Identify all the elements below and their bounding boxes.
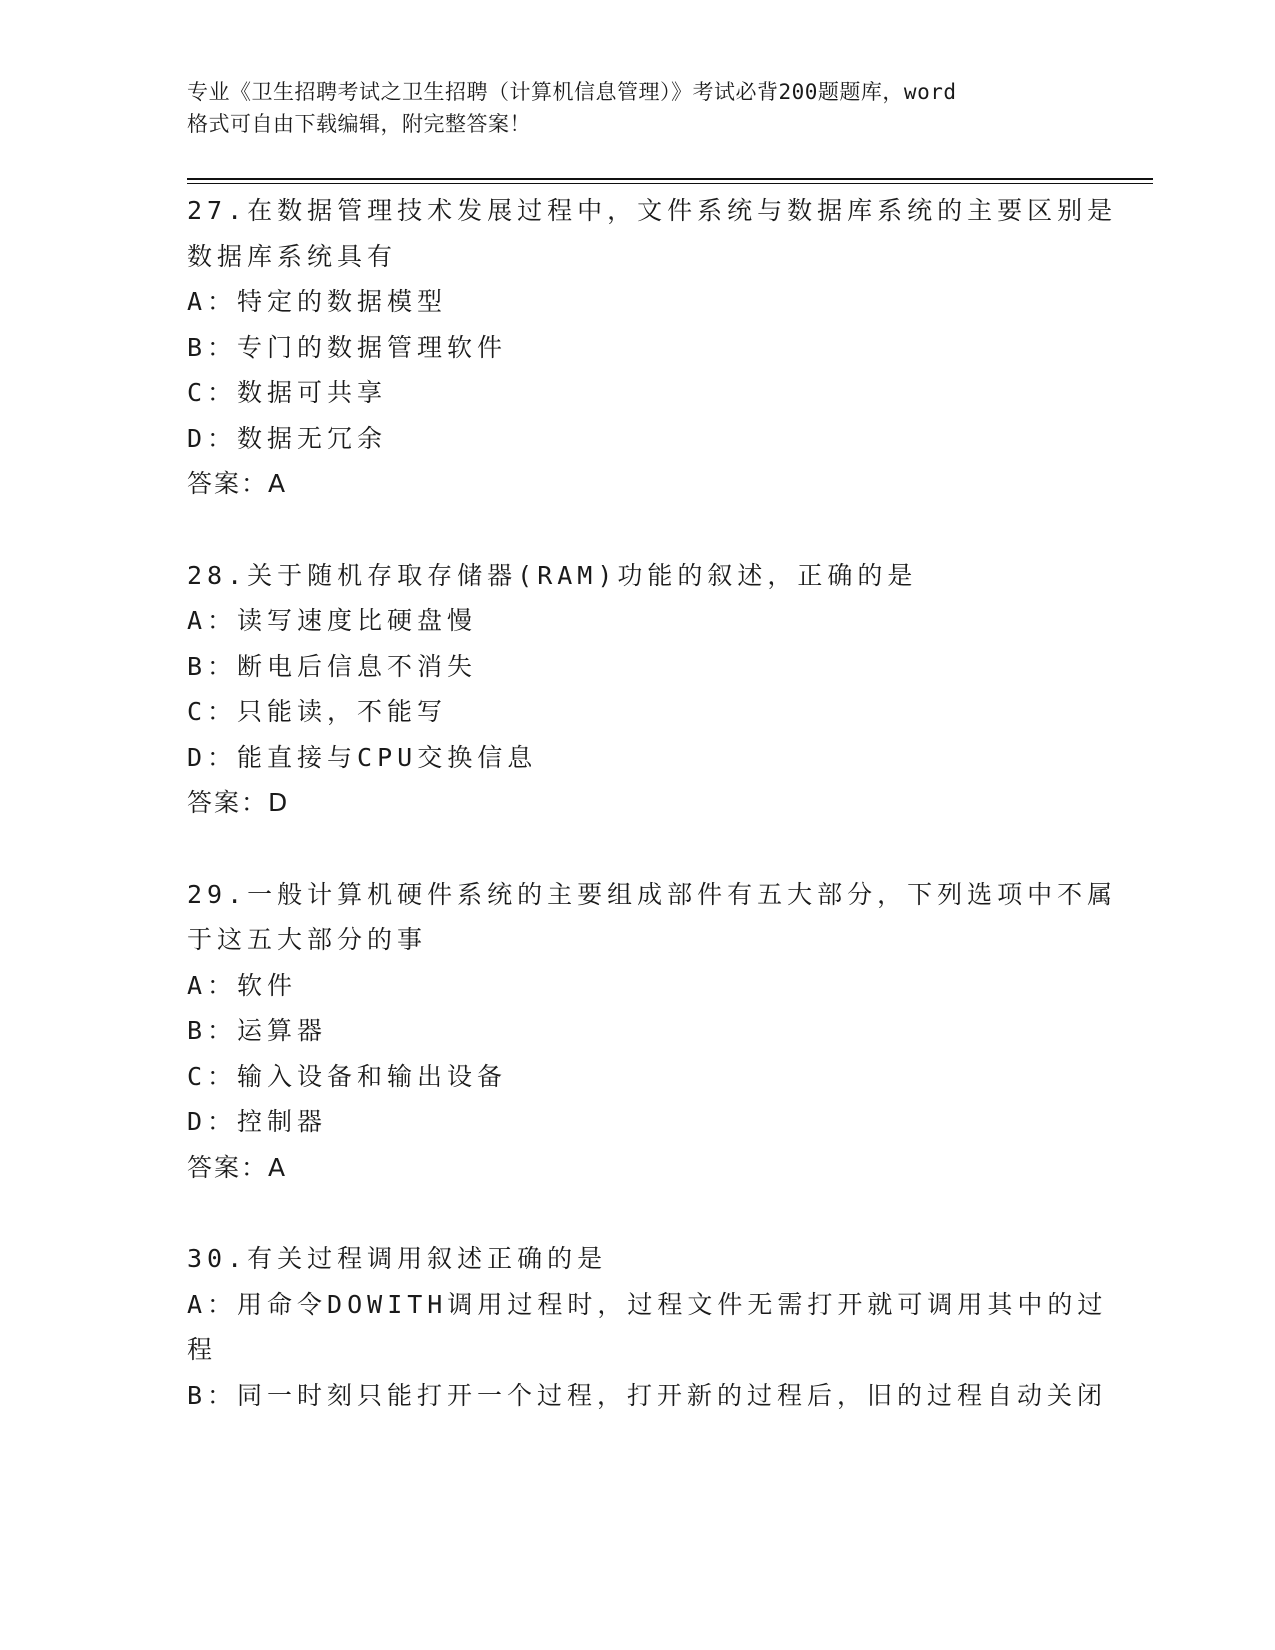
question-stem-continued: 数据库系统具有 [187, 241, 398, 271]
question-29 [187, 872, 1118, 1191]
option-b: B：同一时刻只能打开一个过程，打开新的过程后，旧的过程自动关闭 [187, 1380, 1108, 1410]
header-divider-thick [187, 178, 1153, 180]
document-header [187, 76, 1087, 140]
option-a: A：软件 [187, 970, 298, 1000]
option-c: C：数据可共享 [187, 378, 388, 407]
answer-label: 答案：D [187, 788, 290, 817]
option-a: A：特定的数据模型 [187, 287, 448, 316]
option-a-continued: 程 [187, 1335, 218, 1364]
question-stem: 27.在数据管理技术发展过程中，文件系统与数据库系统的主要区别是 [187, 196, 1118, 225]
option-a: A：读写速度比硬盘慢 [187, 606, 478, 635]
option-b: B：专门的数据管理软件 [187, 332, 508, 362]
option-c: C：只能读，不能写 [187, 697, 448, 726]
answer-label: 答案：A [187, 469, 288, 498]
question-stem-continued: 于这五大部分的事 [187, 925, 428, 954]
header-line-2: 格式可自由下载编辑，附完整答案！ [187, 112, 531, 136]
question-list [187, 188, 1118, 1464]
question-stem: 29.一般计算机硬件系统的主要组成部件有五大部分，下列选项中不属 [187, 879, 1118, 909]
option-b: B：断电后信息不消失 [187, 651, 478, 681]
question-stem: 30.有关过程调用叙述正确的是 [187, 1244, 608, 1273]
question-stem: 28.关于随机存取存储器(RAM)功能的叙述，正确的是 [187, 560, 918, 590]
question-30 [187, 1236, 1108, 1418]
question-28 [187, 553, 1087, 826]
option-b: B：运算器 [187, 1016, 328, 1045]
question-27 [187, 188, 1118, 507]
answer-label: 答案：A [187, 1152, 288, 1182]
header-divider-thin [187, 183, 1153, 184]
option-d: D：控制器 [187, 1107, 328, 1136]
option-c: C：输入设备和输出设备 [187, 1061, 508, 1091]
option-d: D：能直接与CPU交换信息 [187, 742, 538, 772]
option-a: A：用命令DOWITH调用过程时，过程文件无需打开就可调用其中的过 [187, 1289, 1108, 1319]
option-d: D：数据无冗余 [187, 423, 388, 453]
header-line-1: 专业《卫生招聘考试之卫生招聘（计算机信息管理）》考试必背200题题库，word [187, 80, 957, 104]
